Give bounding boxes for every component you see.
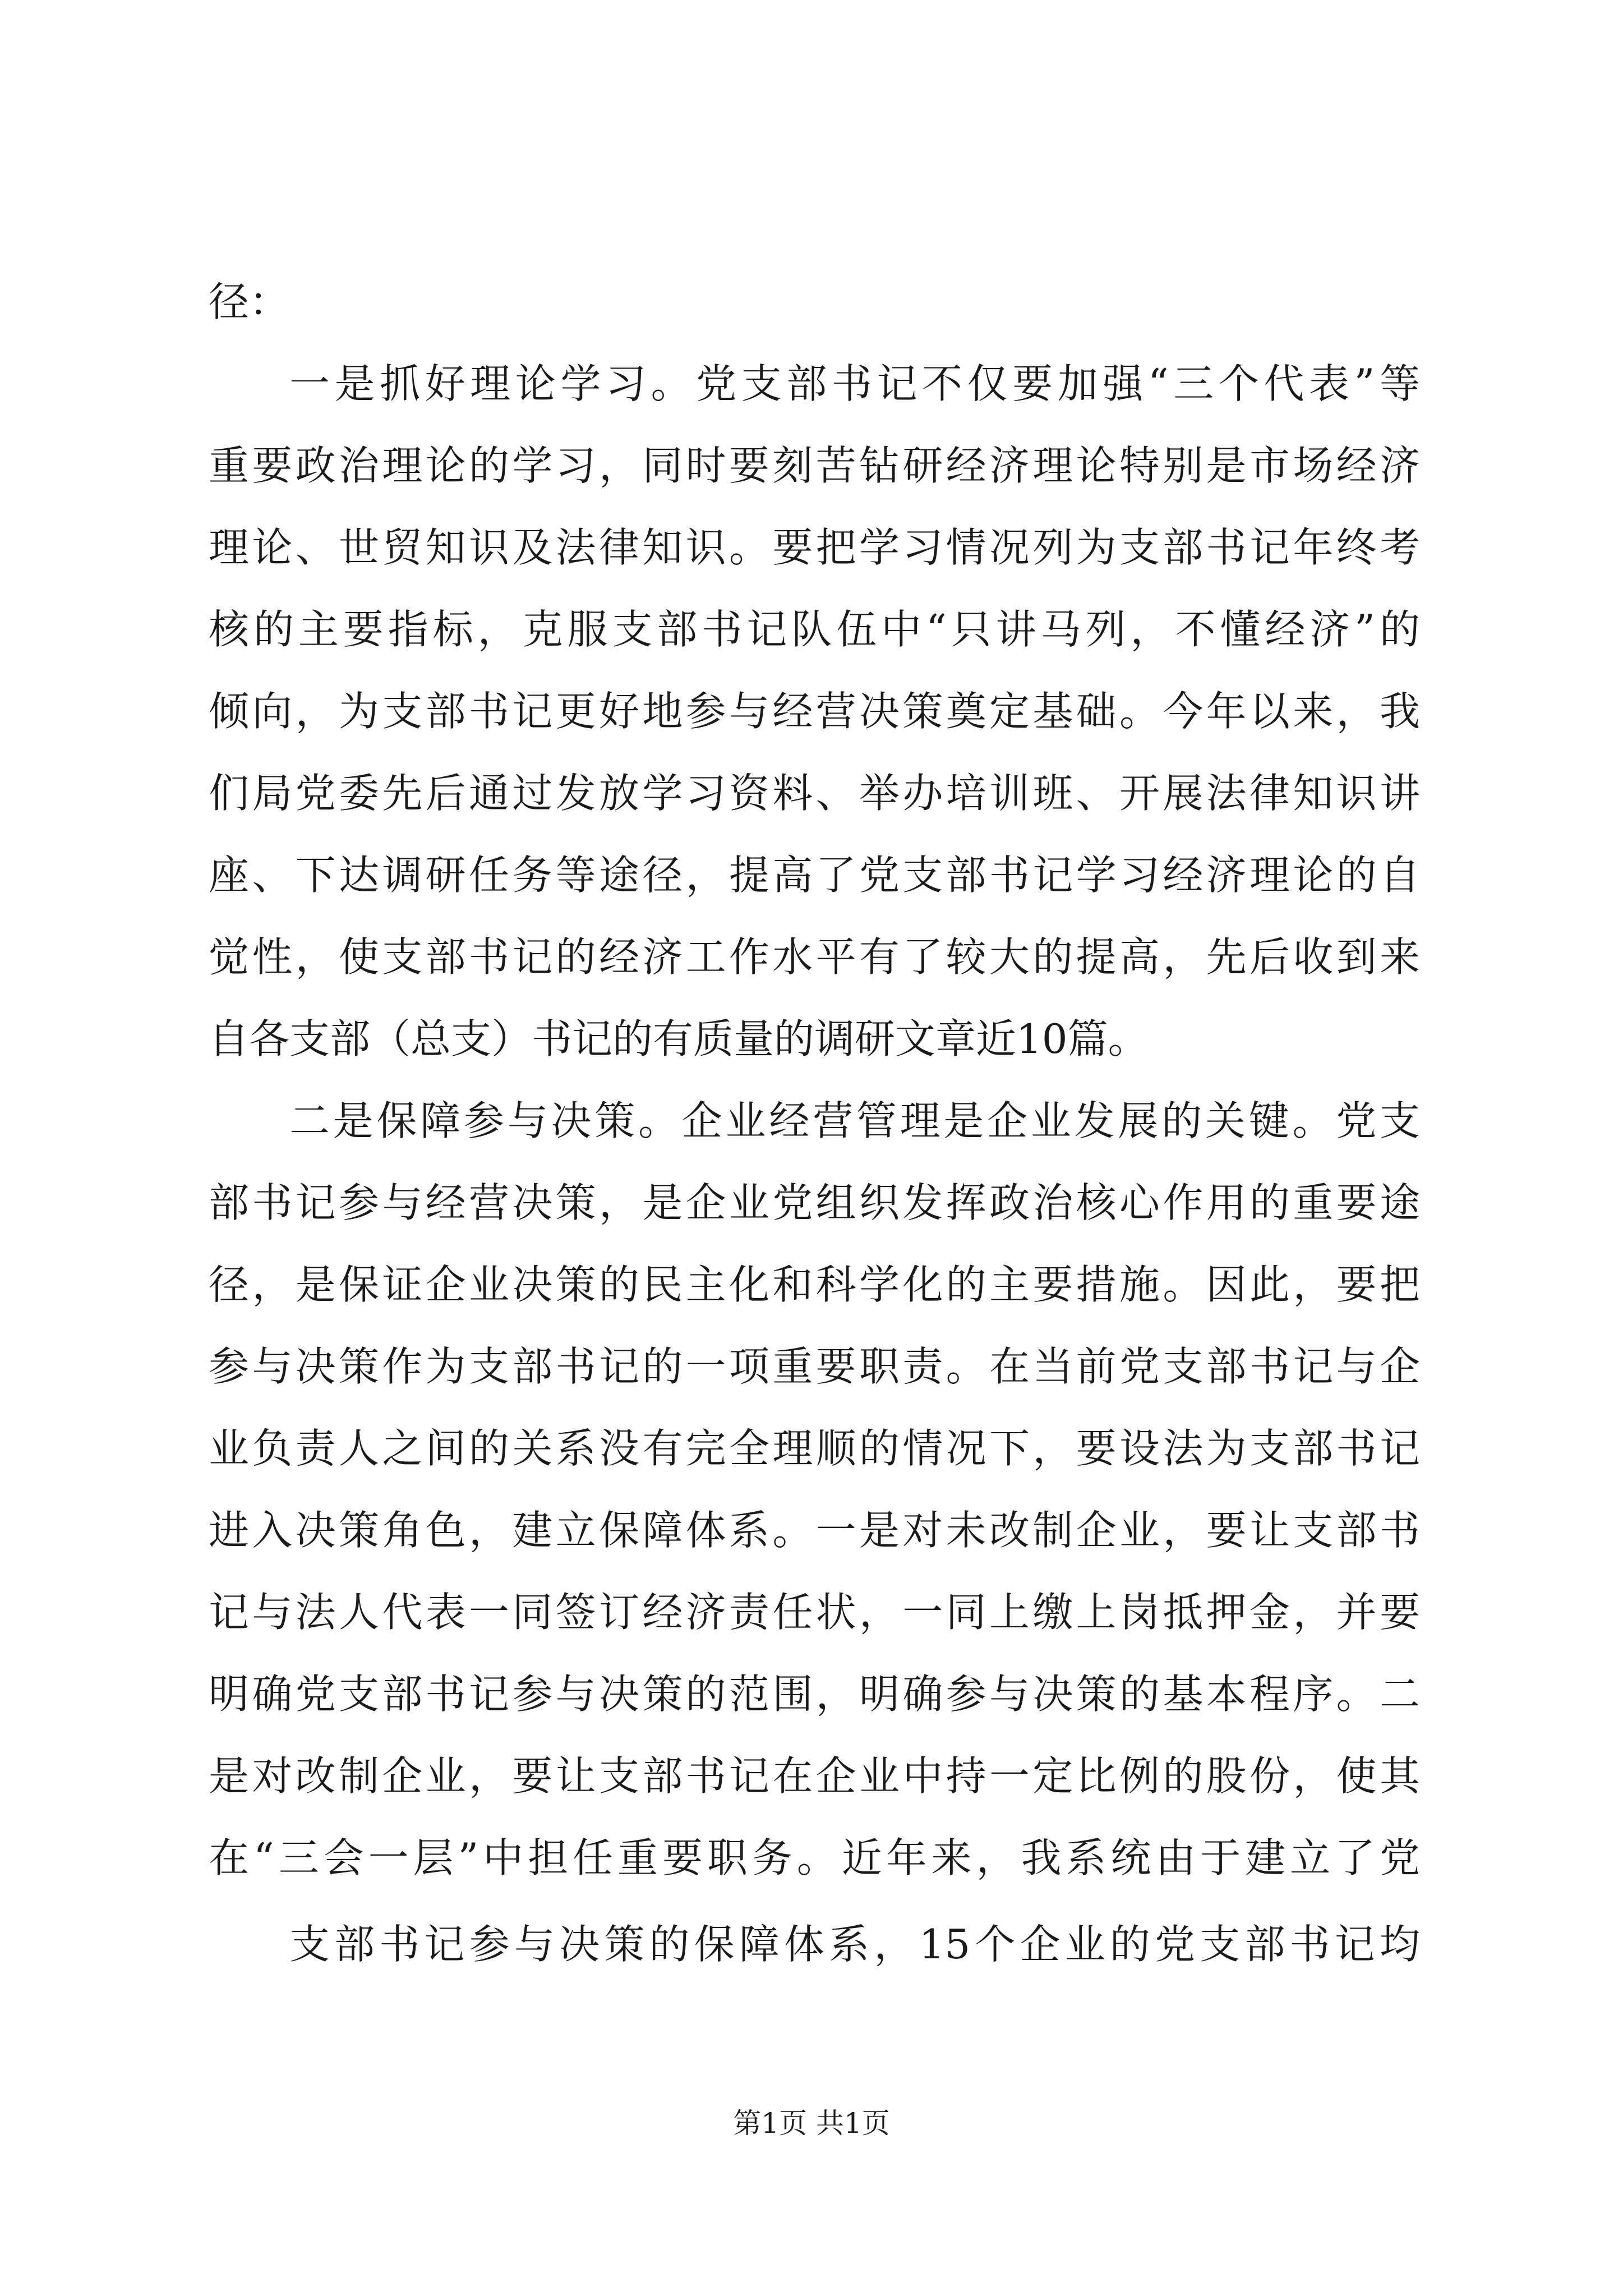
text-line: 进入决策角色，建立保障体系。一是对未改制企业，要让支部书 — [209, 1507, 1420, 1554]
text-line: 部书记参与经营决策，是企业党组织发挥政治核心作用的重要途 — [209, 1179, 1420, 1226]
text-line: 径，是保证企业决策的民主化和科学化的主要措施。因此，要把 — [209, 1261, 1420, 1308]
paragraph-first-line: 支部书记参与决策的保障体系，15个企业的党支部书记均 — [289, 1921, 1420, 1968]
text-line: 自各支部（总支）书记的有质量的调研文章近10篇。 — [209, 1015, 1149, 1062]
text-line: 业负责人之间的关系没有完全理顺的情况下，要设法为支部书记 — [209, 1425, 1420, 1472]
paragraph-first-line: 二是保障参与决策。企业经营管理是企业发展的关键。党支 — [289, 1097, 1420, 1144]
text-line: 是对改制企业，要让支部书记在企业中持一定比例的股份，使其 — [209, 1752, 1420, 1800]
text-line: 理论、世贸知识及法律知识。要把学习情况列为支部书记年终考 — [209, 524, 1420, 571]
paragraph-first-line: 一是抓好理论学习。党支部书记不仅要加强“三个代表”等 — [289, 360, 1420, 407]
text-line: 核的主要指标，克服支部书记队伍中“只讲马列，不懂经济”的 — [209, 606, 1420, 653]
body-text — [209, 261, 1420, 1985]
text-line: 明确党支部书记参与决策的范围，明确参与决策的基本程序。二 — [209, 1671, 1420, 1718]
text-line: 记与法人代表一同签订经济责任状，一同上缴上岗抵押金，并要 — [209, 1589, 1420, 1636]
text-line: 倾向，为支部书记更好地参与经营决策奠定基础。今年以来，我 — [209, 688, 1420, 735]
text-line: 座、下达调研任务等途径，提高了党支部书记学习经济理论的自 — [209, 852, 1420, 899]
text-line: 觉性，使支部书记的经济工作水平有了较大的提高，先后收到来 — [209, 933, 1420, 981]
text-line: 参与决策作为支部书记的一项重要职责。在当前党支部书记与企 — [209, 1343, 1420, 1390]
page-footer: 第1页 共1页 — [733, 2107, 890, 2139]
text-line: 们局党委先后通过发放学习资料、举办培训班、开展法律知识讲 — [209, 770, 1420, 817]
text-line: 重要政治理论的学习，同时要刻苦钻研经济理论特别是市场经济 — [209, 442, 1420, 489]
text-line: 径： — [209, 278, 290, 325]
text-line: 在“三会一层”中担任重要职务。近年来，我系统由于建立了党 — [209, 1834, 1420, 1881]
line-gap — [209, 1899, 1420, 1903]
